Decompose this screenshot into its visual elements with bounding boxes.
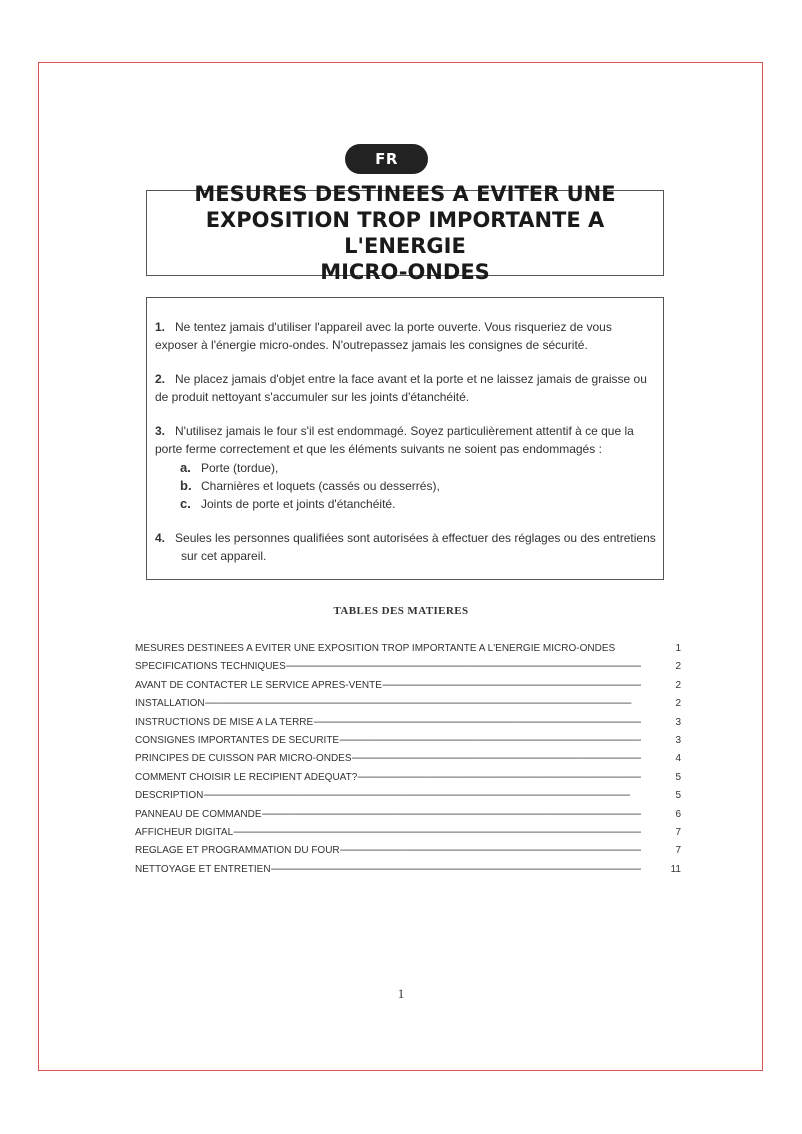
title-box — [146, 182, 664, 284]
toc-entry-page: 3 — [675, 734, 681, 746]
warning-number: 2. — [155, 372, 166, 386]
toc-entry-title: AVANT DE CONTACTER LE SERVICE APRES-VENTE — [135, 679, 382, 691]
warning-text: N'utilisez jamais le four s'il est endommagé. Soyez particulièrement attentif à ce que la porte ferme correctement et que les éléments suivants ne soient pas endommagés : — [155, 424, 634, 456]
toc-entry-title: PANNEAU DE COMMANDE — [135, 808, 262, 820]
toc-entry-title: SPECIFICATIONS TECHNIQUES — [135, 661, 286, 673]
toc-entry-title: INSTALLATION — [135, 698, 205, 710]
toc-leader — [286, 661, 641, 672]
toc-entry-title: INSTRUCTIONS DE MISE A LA TERRE — [135, 716, 314, 728]
toc-leader — [233, 827, 641, 838]
toc-entry-page: 6 — [675, 808, 681, 820]
toc-entry[interactable] — [135, 735, 681, 753]
toc-title: TABLES DES MATIERES — [333, 605, 469, 617]
language-badge: FR — [345, 144, 428, 174]
warning-item — [155, 529, 657, 565]
toc-entry-title: DESCRIPTION — [135, 790, 204, 802]
toc-leader — [382, 680, 641, 691]
toc-leader — [203, 790, 641, 801]
toc-entry-title: MESURES DESTINEES A EVITER UNE EXPOSITION TROP IMPORTANTE A L'ENERGIE MICRO-ONDES — [135, 643, 616, 654]
toc-entry[interactable] — [135, 680, 681, 698]
page-number: 1 — [397, 986, 405, 1001]
sub-text: Joints de porte et joints d'étanchéité. — [201, 497, 396, 511]
sub-item — [155, 459, 657, 477]
toc-entry-page: 1 — [675, 643, 681, 654]
toc-entry-page: 7 — [675, 826, 681, 838]
toc-entry[interactable] — [135, 643, 681, 661]
page-title: MESURES DESTINEES A EVITER UNE EXPOSITION TROP IMPORTANTE A L'ENERGIE MICRO-ONDES — [194, 182, 616, 284]
toc-entry-page: 7 — [675, 845, 681, 857]
toc-leader — [339, 735, 641, 746]
toc-entry-page: 4 — [675, 753, 681, 765]
table-of-contents — [135, 643, 681, 882]
sub-text: Charnières et loquets (cassés ou desserrés), — [201, 479, 440, 493]
toc-entry[interactable] — [135, 790, 681, 808]
sub-letter: b. — [180, 478, 192, 493]
toc-entry-title: REGLAGE ET PROGRAMMATION DU FOUR — [135, 845, 340, 857]
toc-leader — [340, 845, 641, 856]
warning-text: Ne placez jamais d'objet entre la face avant et la porte et ne laissez jamais de graisse ou de produit nettoyant s'accumuler sur les joints d'étanchéité. — [155, 372, 647, 404]
toc-entry-page: 5 — [675, 771, 681, 783]
toc-leader — [352, 753, 641, 764]
sub-letter: a. — [180, 460, 191, 475]
toc-leader — [205, 698, 641, 709]
toc-entry[interactable] — [135, 661, 681, 679]
warning-text: Ne tentez jamais d'utiliser l'appareil avec la porte ouverte. Vous risqueriez de vous exposer à l'énergie micro-ondes. N'outrepassez jamais les consignes de sécurité. — [155, 320, 612, 352]
warning-item — [155, 318, 657, 354]
toc-entry-title: COMMENT CHOISIR LE RECIPIENT ADEQUAT? — [135, 771, 358, 783]
toc-entry-page: 2 — [675, 679, 681, 691]
toc-leader — [313, 717, 641, 728]
toc-entry-page: 2 — [675, 661, 681, 673]
toc-entry[interactable] — [135, 845, 681, 863]
toc-leader — [262, 809, 642, 820]
warning-item — [155, 370, 657, 406]
toc-entry[interactable] — [135, 717, 681, 735]
warning-text: Seules les personnes qualifiées sont autorisées à effectuer des réglages ou des entretiens sur cet appareil. — [175, 531, 656, 563]
warning-item — [155, 422, 657, 513]
toc-entry-page: 2 — [675, 698, 681, 710]
toc-entry-title: NETTOYAGE ET ENTRETIEN — [135, 863, 271, 875]
toc-leader — [357, 772, 641, 783]
warning-number: 4. — [155, 531, 166, 545]
toc-entry-title: CONSIGNES IMPORTANTES DE SECURITE — [135, 734, 340, 746]
toc-entry-title: PRINCIPES DE CUISSON PAR MICRO-ONDES — [135, 753, 352, 765]
toc-leader — [271, 864, 641, 875]
sub-item — [155, 495, 657, 513]
toc-entry[interactable] — [135, 827, 681, 845]
toc-entry[interactable] — [135, 809, 681, 827]
toc-entry-page: 5 — [675, 790, 681, 802]
toc-entry[interactable] — [135, 772, 681, 790]
sub-text: Porte (tordue), — [201, 461, 279, 475]
toc-entry[interactable] — [135, 753, 681, 771]
warnings-box — [146, 297, 664, 580]
warning-sublist — [155, 459, 657, 513]
warning-number: 1. — [155, 320, 166, 334]
sub-letter: c. — [180, 496, 191, 511]
toc-entry-page: 3 — [675, 716, 681, 728]
warning-number: 3. — [155, 424, 166, 438]
sub-item — [155, 477, 657, 495]
toc-entry[interactable] — [135, 864, 681, 882]
toc-entry[interactable] — [135, 698, 681, 716]
toc-entry-page: 11 — [670, 863, 681, 875]
toc-entry-title: AFFICHEUR DIGITAL — [135, 826, 234, 838]
